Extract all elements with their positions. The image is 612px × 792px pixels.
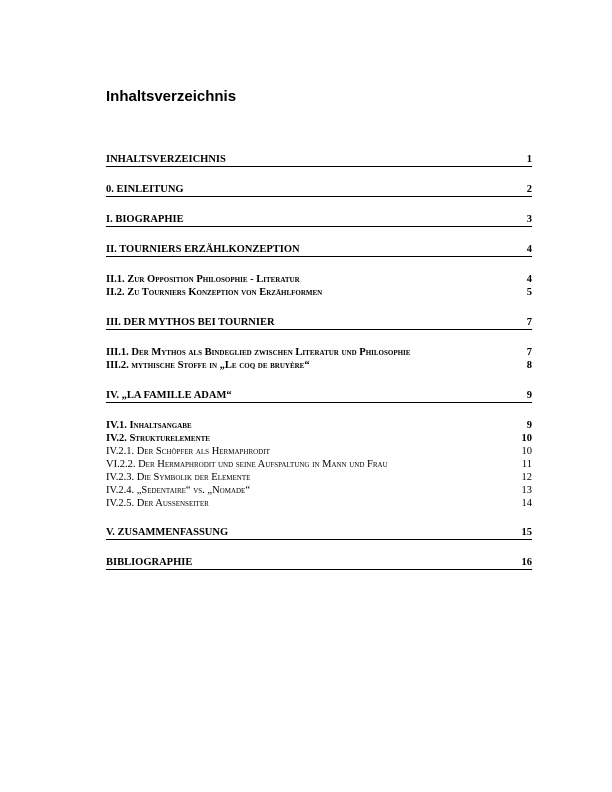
toc-entry-page: 2 bbox=[526, 184, 532, 195]
toc-entry-page: 7 bbox=[526, 347, 532, 358]
toc-entry-page: 9 bbox=[526, 420, 532, 431]
toc-entry-label: II.1. Zur Opposition Philosophie - Literatur bbox=[106, 274, 300, 285]
toc-entry-label: IV.2.1. Der Schöpfer als Hermaphrodit bbox=[106, 446, 270, 457]
toc-entry-page: 8 bbox=[526, 360, 532, 371]
toc-entry-label: II.2. Zu Tourniers Konzeption von Erzählformen bbox=[106, 287, 323, 298]
toc-entry-einleitung[interactable] bbox=[106, 183, 532, 197]
toc-entry-page: 1 bbox=[526, 154, 532, 165]
toc-entry-page: 10 bbox=[521, 433, 532, 444]
toc-entry-label: IV.2.3. Die Symbolik der Elemente bbox=[106, 472, 251, 483]
page-title: Inhaltsverzeichnis bbox=[106, 88, 237, 105]
toc-entry-la-famille-adam[interactable] bbox=[106, 389, 532, 403]
toc-entry-symbolik[interactable] bbox=[106, 471, 532, 484]
toc-entry-schoepfer[interactable] bbox=[106, 445, 532, 458]
toc-entry-label: VI.2.2. Der Hermaphrodit und seine Aufspaltung in Mann und Frau bbox=[106, 459, 388, 470]
toc-entry-label: III.1. Der Mythos als Bindeglied zwischen Literatur und Philosophie bbox=[106, 347, 411, 358]
toc-entry-bibliographie[interactable] bbox=[106, 556, 532, 570]
toc-entry-label: IV.2.4. „Sedentaire“ vs. „Nomade“ bbox=[106, 485, 250, 496]
toc-entry-label: II. TOURNIERS ERZÄHLKONZEPTION bbox=[106, 244, 300, 255]
toc-entry-label: III. DER MYTHOS BEI TOURNIER bbox=[106, 317, 275, 328]
toc-entry-page: 13 bbox=[521, 485, 532, 496]
toc-entry-inhaltsverzeichnis[interactable] bbox=[106, 153, 532, 167]
toc-entry-sedentaire-nomade[interactable] bbox=[106, 484, 532, 497]
toc-entry-page: 15 bbox=[521, 527, 532, 538]
toc-entry-erzaehlkonzeption[interactable] bbox=[106, 243, 532, 257]
toc-entry-bindeglied[interactable] bbox=[106, 346, 532, 359]
toc-entry-page: 14 bbox=[521, 498, 532, 509]
toc-entry-inhaltsangabe[interactable] bbox=[106, 419, 532, 432]
toc-entry-erzaehlformen[interactable] bbox=[106, 286, 532, 299]
toc-entry-label: IV.2.5. Der Außenseiter bbox=[106, 498, 209, 509]
toc-entry-label: IV.1. Inhaltsangabe bbox=[106, 420, 192, 431]
toc-entry-page: 12 bbox=[521, 472, 532, 483]
toc-entry-label: IV. „LA FAMILLE ADAM“ bbox=[106, 390, 232, 401]
toc-entry-strukturelemente[interactable] bbox=[106, 432, 532, 445]
toc-entry-page: 4 bbox=[526, 244, 532, 255]
toc-entry-label: INHALTSVERZEICHNIS bbox=[106, 154, 226, 165]
toc-entry-label: I. BIOGRAPHIE bbox=[106, 214, 184, 225]
toc-entry-label: 0. EINLEITUNG bbox=[106, 184, 184, 195]
toc-entry-label: IV.2. Strukturelemente bbox=[106, 433, 210, 444]
toc-entry-page: 3 bbox=[526, 214, 532, 225]
toc-entry-page: 16 bbox=[521, 557, 532, 568]
toc-entry-biographie[interactable] bbox=[106, 213, 532, 227]
toc-entry-page: 7 bbox=[526, 317, 532, 328]
toc-entry-page: 10 bbox=[521, 446, 532, 457]
toc-entry-page: 4 bbox=[526, 274, 532, 285]
toc-entry-zusammenfassung[interactable] bbox=[106, 526, 532, 540]
toc-entry-page: 9 bbox=[526, 390, 532, 401]
toc-entry-label: III.2. mythische Stoffe in „Le coq de bruyère“ bbox=[106, 360, 310, 371]
toc-entry-page: 5 bbox=[526, 287, 532, 298]
toc-entry-mythische-stoffe[interactable] bbox=[106, 359, 532, 372]
toc-entry-label: BIBLIOGRAPHIE bbox=[106, 557, 193, 568]
toc-entry-page: 11 bbox=[521, 459, 532, 470]
toc-entry-aussenseiter[interactable] bbox=[106, 497, 532, 510]
toc-entry-opposition[interactable] bbox=[106, 273, 532, 286]
toc-entry-label: V. ZUSAMMENFASSUNG bbox=[106, 527, 229, 538]
toc-entry-aufspaltung[interactable] bbox=[106, 458, 532, 471]
toc-entry-mythos[interactable] bbox=[106, 316, 532, 330]
